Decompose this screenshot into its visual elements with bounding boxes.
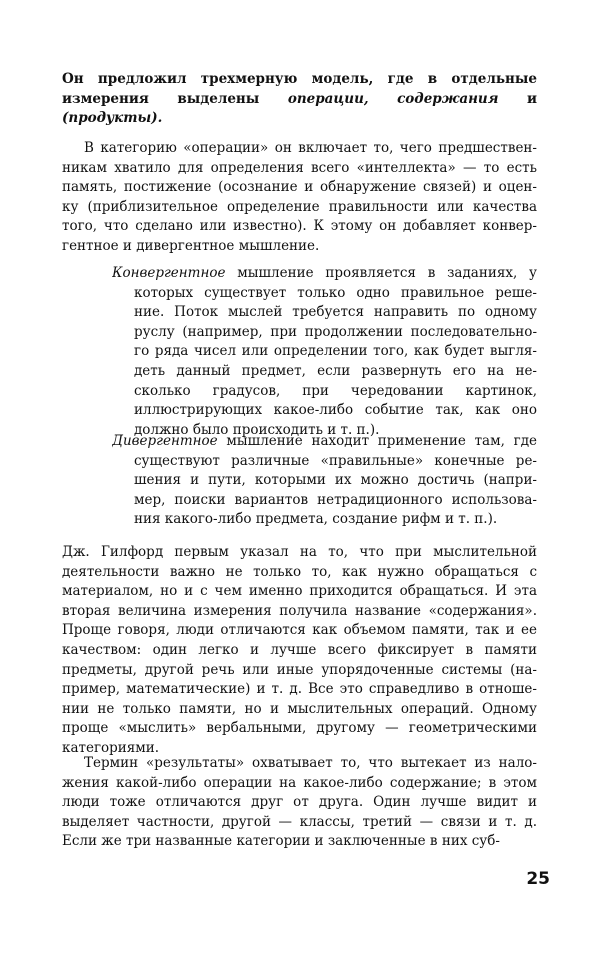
text-run: Если же три названные категории и заключенные в них суб- [62,833,500,850]
text-line [62,700,537,719]
text-line [134,452,537,471]
text-line [62,582,537,601]
text-run: го ряда чисел или определении того, как будет выгля- [134,343,537,360]
text-line [62,602,537,621]
text-run: материалом, но и с чем именно приходится обращаться. И эта [62,583,537,600]
text-run: мер, поиски вариантов нетрадиционного использова- [134,491,537,508]
text-line [134,323,537,342]
text-line [62,719,537,738]
text-run: предметы, другой речь или иные упорядоченные системы (на- [62,661,537,678]
text-run: Дивергентное [112,433,218,449]
text-line [62,70,537,89]
text-run: проще «мыслить» вербальными, другому — геометрическими [62,720,537,737]
text-run: сколько градусов, при чередовании картинок, [134,382,537,399]
text-run: вторая величина измерения получила название «содержания». [62,602,537,619]
text-run: качеством: один легко и лучше всего фиксирует в памяти [62,642,537,658]
text-run: (продукты). [62,110,163,127]
text-run: память, постижение (осознание и обнаружение связей) и оцен- [62,179,537,196]
text-run: категориями. [62,740,160,756]
text-run: которых существует только одно правильное реше- [134,284,537,301]
text-line [134,491,537,510]
text-line [134,510,537,529]
text-run: Термин «результаты» охватывает то, что вытекает из нало- [84,755,537,771]
text-line [62,237,537,256]
text-line [134,471,537,490]
text-run: существуют различные «правильные» конечные ре- [134,452,537,469]
text-line [62,563,537,582]
text-run: Конвергентное [112,265,226,281]
text-run: должно было происходить и т. п.). [134,421,380,438]
page-number: 25 [526,869,550,889]
text-run: руслу (например, при продолжении последовательно- [134,323,537,340]
text-line [134,382,537,401]
text-line [62,159,537,178]
text-run: гентное и дивергентное мышление. [62,238,320,254]
text-run: нии не только памяти, но и мыслительных операций. Одному [62,700,537,717]
text-run: ния какого-либо предмета, создание рифм и т. п.). [134,511,498,528]
text-line [134,342,537,361]
text-line [84,754,537,773]
text-run: Дж. Гилфорд первым указал на то, что при мыслительной [62,544,537,560]
text-line [62,90,537,109]
text-run: деть данный предмет, если развернуть его на не- [134,363,537,379]
text-line [62,813,537,832]
text-run: того, что сделано или известно). К этому он добавляет конвер- [62,218,537,235]
text-line [62,774,537,793]
text-run: В категорию «операции» он включает то, чего предшествен- [84,140,537,156]
text-run: Проще говоря, люди отличаются как объемом памяти, так и ее [62,622,537,639]
text-run: измерения выделены [62,90,288,107]
text-run: ку (приблизительное определение правильности или качества [62,198,537,215]
text-line [84,139,537,158]
text-run: жения какой-либо операции на какое-либо содержание; в этом [62,774,537,791]
text-line [62,680,537,699]
text-line [62,543,537,562]
text-run: ние. Поток мыслей требуется направить по одному [134,304,537,321]
text-run: шения и пути, которыми их можно достичь (напри- [134,472,537,489]
text-line [62,832,537,851]
text-line [62,661,537,680]
text-line [112,432,537,451]
text-run: мышление находит применение там, где [217,433,537,449]
text-line [134,284,537,303]
text-run: деятельности важно не только то, как нужно обращаться с [62,563,537,580]
text-run: операции, содержания [287,90,499,107]
text-line [62,641,537,660]
text-line [134,303,537,322]
text-line [62,198,537,217]
text-line [112,264,537,283]
text-line [62,621,537,640]
text-run: мышление проявляется в заданиях, у [225,265,537,281]
text-line [62,217,537,236]
text-run: люди тоже отличаются друг от друга. Один лучше видит и [62,794,537,811]
text-run: и [498,90,537,107]
text-line [134,401,537,420]
text-run: никам хватило для определения всего «интеллекта» — то есть [62,159,537,176]
text-line [62,793,537,812]
text-run: Он предложил трехмерную модель, где в отдельные [62,71,537,87]
text-line [134,362,537,381]
text-run: пример, математические) и т. д. Все это справедливо в отноше- [62,681,537,698]
text-run: выделяет частности, другой — классы, третий — связи и т. д. [62,813,537,830]
text-line [62,178,537,197]
text-line [62,109,537,128]
text-run: иллюстрирующих какое-либо событие так, как оно [134,402,537,419]
